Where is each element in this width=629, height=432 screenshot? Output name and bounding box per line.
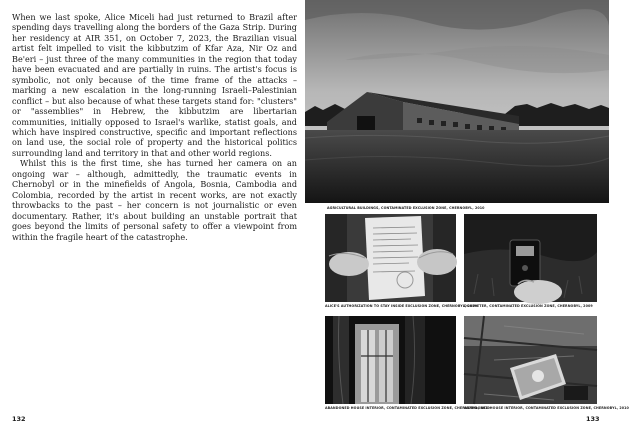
caption-interior: ABANDONED HOUSE INTERIOR, CONTAMINATED EXCLUSION ZONE, CHERNOBYL, 2010	[325, 406, 490, 410]
caption-barn: AGRICULTURAL BUILDINGS, CONTAMINATED EXCLUSION ZONE, CHERNOBYL, 2010	[327, 206, 485, 210]
caption-dosimeter: DOSIMETER, CONTAMINATED EXCLUSION ZONE, CHERNOBYL, 2009	[464, 304, 593, 308]
page-number-left: 132	[12, 415, 26, 423]
barn-photo	[305, 0, 609, 203]
left-page	[0, 0, 305, 432]
article-body	[12, 12, 297, 242]
document-photo	[325, 214, 456, 302]
dosimeter-photo	[464, 214, 597, 302]
right-page	[305, 0, 629, 432]
paragraph-2: Whilst this is the first time, she has turned her camera on an ongoing war – although, admittedly, the traumatic events in Chernobyl or in the minefields of Angola, Bosnia, Cambodia and Colombia, recorded by the artist in recent works, are not exactly throwbacks to the past – her concern is not journalistic or even documentary. Rather, it's about building an unstable portrait that goes beyond the limits of personal safety to offer a viewpoint from within the fragile heart of the catastrophe.	[12, 158, 297, 242]
page-number-right: 133	[586, 415, 600, 423]
interior-photo	[325, 316, 456, 404]
caption-debris: ABANDONED HOUSE INTERIOR, CONTAMINATED EXCLUSION ZONE, CHERNOBYL, 2010	[464, 406, 629, 410]
debris-photo	[464, 316, 597, 404]
paragraph-1: When we last spoke, Alice Miceli had just returned to Brazil after spending days travelling along the borders of the Gaza Strip. During her residency at AIR 351, on October 7, 2023, the Brazilian visual artist felt impelled to visit the kibbutzim of Kfar Aza, Nir Oz and Be'eri – just three of the many communities in the region that today have been evacuated and are partially in ruins. The artist's focus is symbolic, not only because of the time frame of the attacks – marking a new escalation in the long-running Israeli–Palestinian conflict – but also because of what these targets stand for: "clusters" or "assemblies" in Hebrew, the kibbutzim are libertarian communities, initially opposed to Israel's warlike, statist goals, and which have inspired constructive, specific and important reflections on land use, the social role of property and the historical politics surrounding land and territory in that and other world regions.	[12, 12, 297, 158]
caption-document: ALICE'S AUTHORIZATION TO STAY INSIDE EXCLUSION ZONE, CHERNOBYL, 2010	[325, 304, 478, 308]
